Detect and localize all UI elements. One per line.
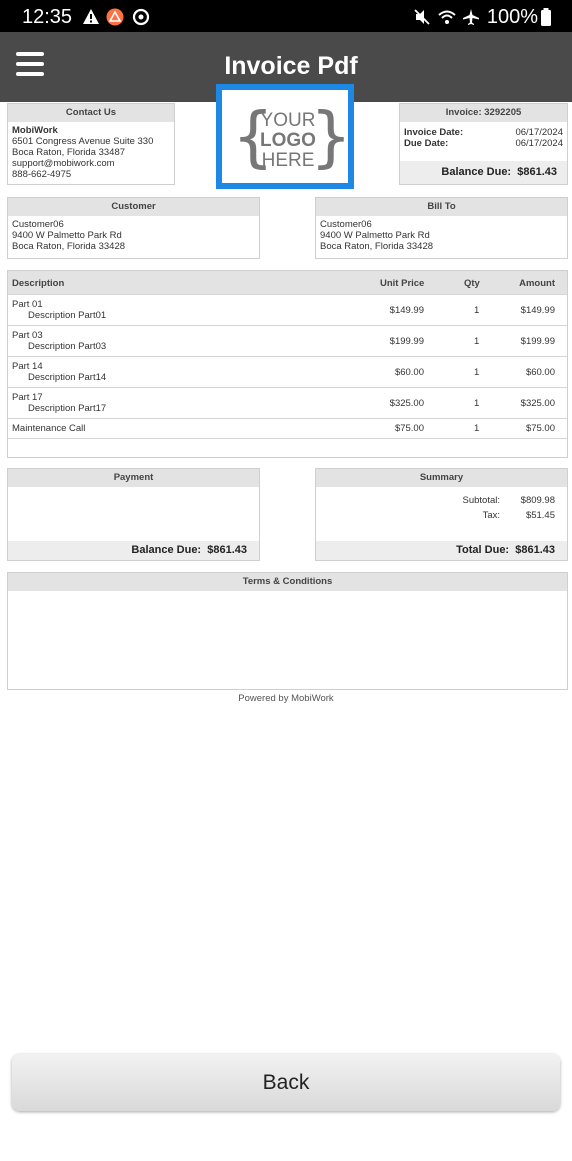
item-unit-price: $199.99 bbox=[389, 336, 424, 347]
item-name: Part 03 bbox=[12, 330, 43, 341]
invoice-balance-due-value: $861.43 bbox=[517, 166, 557, 178]
invoice-balance-due-label: Balance Due: bbox=[441, 166, 512, 178]
customer-address-line1: 9400 W Palmetto Park Rd bbox=[12, 230, 122, 241]
invoice-balance-due bbox=[400, 161, 567, 184]
item-unit-price: $60.00 bbox=[394, 367, 424, 378]
back-button[interactable]: Back bbox=[12, 1054, 560, 1111]
customer-box bbox=[7, 197, 260, 259]
contact-address-line1: 6501 Congress Avenue Suite 330 bbox=[12, 136, 154, 147]
item-amount: $149.99 bbox=[520, 305, 555, 316]
item-name: Part 14 bbox=[12, 361, 43, 372]
wifi-icon bbox=[438, 8, 456, 26]
line-items-table bbox=[7, 270, 568, 458]
contact-us-header: Contact Us bbox=[8, 104, 174, 122]
bill-to-address-line1: 9400 W Palmetto Park Rd bbox=[320, 230, 430, 241]
terms-conditions-box bbox=[7, 572, 568, 690]
contact-us-box bbox=[7, 103, 175, 185]
total-due-value: $861.43 bbox=[515, 544, 555, 556]
summary-header: Summary bbox=[316, 469, 567, 487]
subtotal-label: Subtotal: bbox=[462, 495, 500, 506]
item-name: Part 01 bbox=[12, 299, 43, 310]
customer-header: Customer bbox=[8, 198, 259, 216]
item-qty: 1 bbox=[474, 305, 480, 316]
item-amount: $325.00 bbox=[520, 398, 555, 409]
logo-text-your: YOUR bbox=[260, 110, 316, 131]
terms-header: Terms & Conditions bbox=[8, 573, 567, 591]
battery-icon bbox=[540, 8, 552, 26]
column-header-amount: Amount bbox=[519, 278, 555, 289]
item-qty: 1 bbox=[474, 398, 480, 409]
tax-label: Tax: bbox=[482, 510, 500, 521]
bill-to-name: Customer06 bbox=[320, 219, 372, 230]
item-name: Maintenance Call bbox=[12, 423, 86, 434]
logo-text-logo: LOGO bbox=[260, 130, 316, 151]
left-brace-icon: { bbox=[232, 98, 274, 175]
logo-placeholder bbox=[216, 84, 354, 189]
summary-total-due bbox=[316, 541, 567, 560]
due-date-value: 06/17/2024 bbox=[515, 138, 563, 149]
logo-text-here: HERE bbox=[261, 150, 315, 171]
item-name: Part 17 bbox=[12, 392, 43, 403]
subtotal-value: $809.98 bbox=[520, 495, 555, 506]
invoice-date-value: 06/17/2024 bbox=[515, 127, 563, 138]
mute-icon bbox=[413, 8, 431, 26]
customer-name: Customer06 bbox=[12, 219, 64, 230]
summary-box bbox=[315, 468, 568, 561]
payment-balance-due bbox=[8, 541, 259, 560]
item-qty: 1 bbox=[474, 336, 480, 347]
table-row bbox=[8, 418, 567, 438]
airplane-icon bbox=[462, 8, 480, 26]
item-unit-price: $325.00 bbox=[389, 398, 424, 409]
item-amount: $75.00 bbox=[525, 423, 555, 434]
column-header-qty: Qty bbox=[464, 278, 480, 289]
bill-to-address-line2: Boca Raton, Florida 33428 bbox=[320, 241, 434, 252]
warning-icon bbox=[82, 8, 100, 26]
payment-balance-due-value: $861.43 bbox=[207, 544, 247, 556]
table-row bbox=[8, 356, 567, 387]
contact-phone: 888-662-4975 bbox=[12, 169, 72, 180]
table-empty-row bbox=[8, 438, 567, 457]
battery-percentage: 100% bbox=[486, 6, 538, 28]
alert-badge-icon bbox=[106, 8, 124, 26]
item-unit-price: $75.00 bbox=[394, 423, 424, 434]
total-due-label: Total Due: bbox=[456, 544, 510, 556]
item-description: Description Part01 bbox=[28, 310, 107, 321]
item-amount: $60.00 bbox=[525, 367, 555, 378]
sync-icon bbox=[132, 8, 150, 26]
payment-balance-due-label: Balance Due: bbox=[131, 544, 202, 556]
status-time: 12:35 bbox=[22, 6, 73, 28]
column-header-unit-price: Unit Price bbox=[380, 278, 425, 289]
bill-to-header: Bill To bbox=[316, 198, 567, 216]
contact-company: MobiWork bbox=[12, 125, 58, 136]
due-date-label: Due Date: bbox=[404, 138, 449, 149]
status-bar bbox=[0, 0, 572, 32]
customer-address-line2: Boca Raton, Florida 33428 bbox=[12, 241, 126, 252]
right-brace-icon: } bbox=[310, 98, 352, 175]
table-header bbox=[8, 271, 567, 294]
payment-box bbox=[7, 468, 260, 561]
powered-by-footer: Powered by MobiWork bbox=[238, 693, 334, 704]
item-description: Description Part03 bbox=[28, 341, 107, 352]
item-description: Description Part17 bbox=[28, 403, 107, 414]
table-row bbox=[8, 387, 567, 418]
item-qty: 1 bbox=[474, 367, 480, 378]
contact-email: support@mobiwork.com bbox=[12, 158, 115, 169]
table-row bbox=[8, 294, 567, 325]
column-header-description: Description bbox=[12, 278, 65, 289]
table-row bbox=[8, 325, 567, 356]
item-qty: 1 bbox=[474, 423, 480, 434]
page-title: Invoice Pdf bbox=[224, 52, 358, 80]
invoice-info-box bbox=[399, 103, 568, 185]
bill-to-box bbox=[315, 197, 568, 259]
item-description: Description Part14 bbox=[28, 372, 107, 383]
item-amount: $199.99 bbox=[520, 336, 555, 347]
invoice-date-label: Invoice Date: bbox=[404, 127, 464, 138]
invoice-number-header: Invoice: 3292205 bbox=[400, 104, 567, 122]
contact-address-line2: Boca Raton, Florida 33487 bbox=[12, 147, 126, 158]
item-unit-price: $149.99 bbox=[389, 305, 424, 316]
tax-value: $51.45 bbox=[525, 510, 555, 521]
payment-header: Payment bbox=[8, 469, 259, 487]
